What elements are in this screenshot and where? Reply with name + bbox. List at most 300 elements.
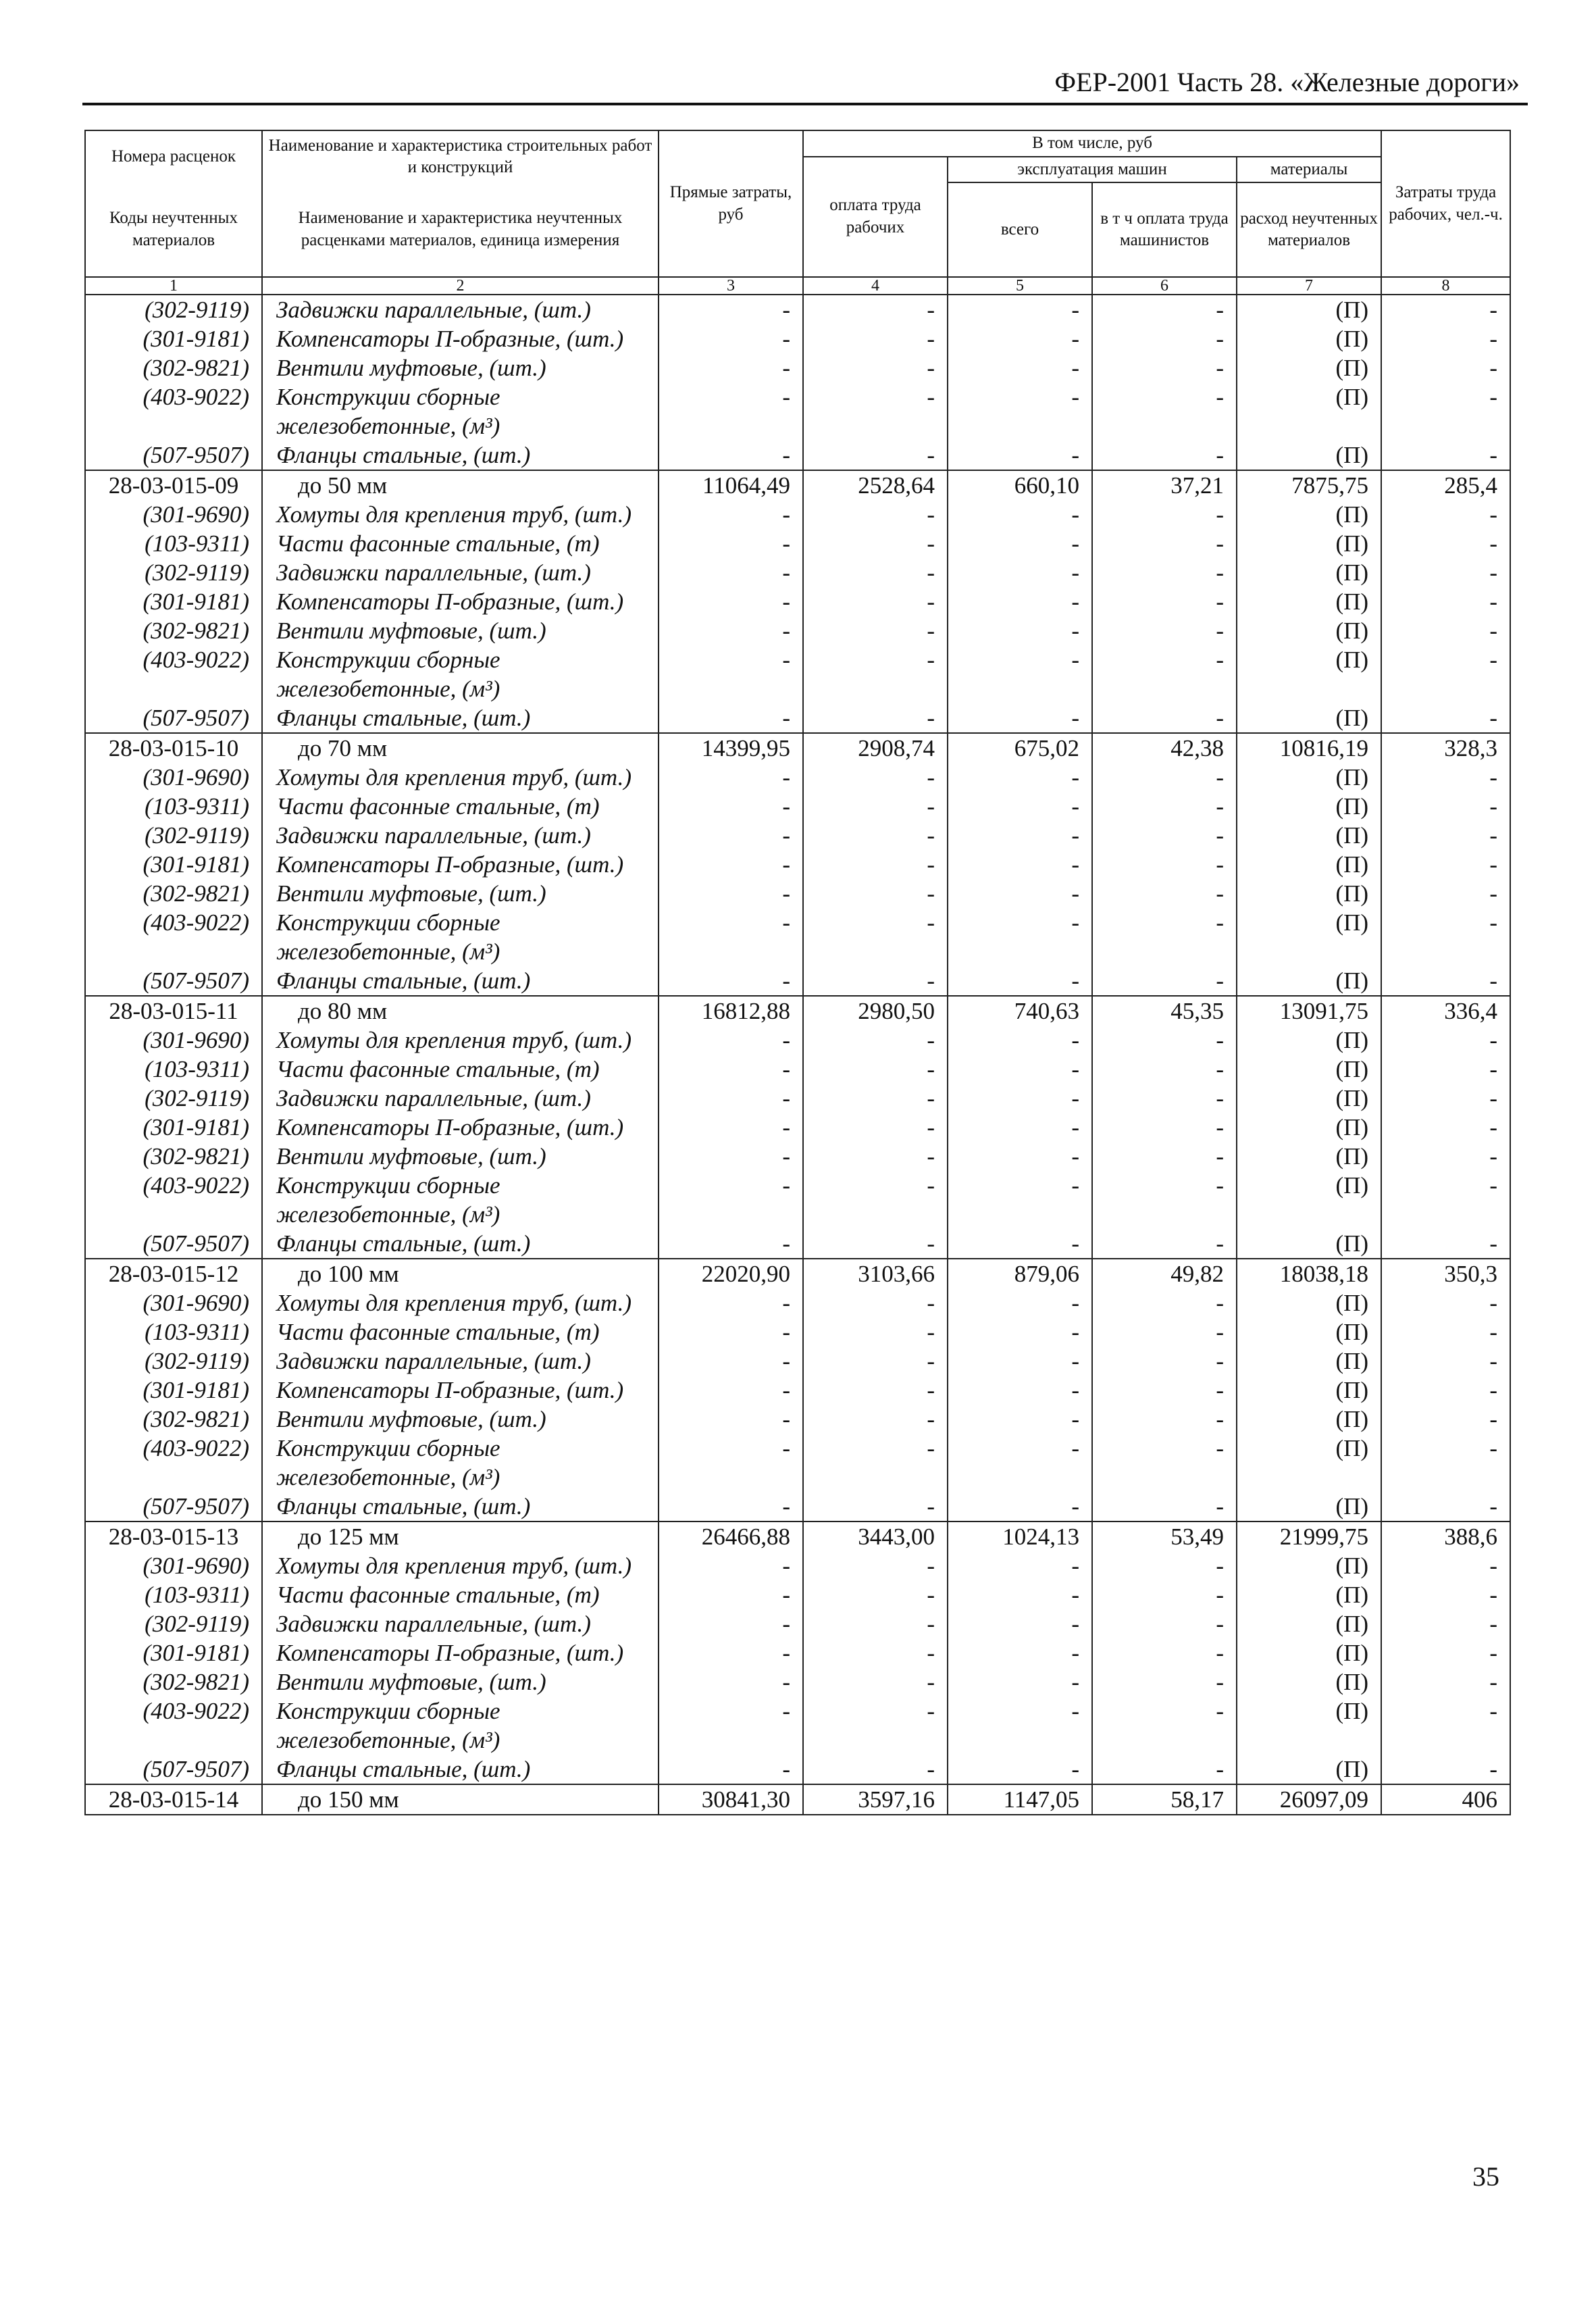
cell-machines-total: - (948, 1755, 1092, 1784)
cell-code: (302-9119) (85, 1609, 262, 1638)
material-row (85, 1084, 1510, 1113)
cell-labor-costs: 406 (1381, 1784, 1510, 1815)
material-row (85, 1347, 1510, 1376)
cell-direct-costs: - (659, 1755, 803, 1784)
table-body (85, 295, 1510, 1815)
cell-worker-pay: - (803, 1055, 948, 1084)
cell-name: до 50 мм (262, 470, 659, 500)
cell-machinist-pay: 58,17 (1092, 1784, 1237, 1815)
cell-materials: (П) (1237, 966, 1381, 996)
material-row (85, 966, 1510, 996)
rate-row (85, 1259, 1510, 1288)
cell-machines-total: - (948, 529, 1092, 558)
cell-materials: 26097,09 (1237, 1784, 1381, 1815)
cell-machinist-pay: - (1092, 1696, 1237, 1755)
cell-worker-pay: - (803, 353, 948, 382)
cell-direct-costs: - (659, 1405, 803, 1434)
cell-labor-costs: - (1381, 1288, 1510, 1317)
cell-materials: (П) (1237, 441, 1381, 470)
cell-materials: (П) (1237, 500, 1381, 529)
material-row (85, 1580, 1510, 1609)
cell-worker-pay: - (803, 1580, 948, 1609)
cell-name: до 150 мм (262, 1784, 659, 1815)
cell-direct-costs: - (659, 966, 803, 996)
cell-labor-costs: - (1381, 1551, 1510, 1580)
cell-materials: (П) (1237, 1113, 1381, 1142)
cell-direct-costs: 16812,88 (659, 996, 803, 1026)
cell-machines-total: 1147,05 (948, 1784, 1092, 1815)
cell-code: (301-9181) (85, 587, 262, 616)
cell-worker-pay: - (803, 792, 948, 821)
cell-code: (301-9181) (85, 850, 262, 879)
cell-machines-total: - (948, 703, 1092, 733)
cell-direct-costs: - (659, 1026, 803, 1055)
header-direct-costs: Прямые затраты, руб (659, 130, 803, 277)
cell-labor-costs: - (1381, 353, 1510, 382)
cell-materials: (П) (1237, 821, 1381, 850)
cell-worker-pay: - (803, 1434, 948, 1492)
material-row (85, 1317, 1510, 1347)
cell-materials: (П) (1237, 1434, 1381, 1492)
cell-name: Компенсаторы П-образные, (шт.) (262, 1638, 659, 1667)
cell-code: (301-9690) (85, 1026, 262, 1055)
material-row (85, 1026, 1510, 1055)
cell-worker-pay: - (803, 616, 948, 645)
cell-machines-total: - (948, 353, 1092, 382)
cell-worker-pay: - (803, 529, 948, 558)
cell-worker-pay: 3443,00 (803, 1521, 948, 1551)
cell-labor-costs: - (1381, 645, 1510, 703)
cell-machines-total: - (948, 1229, 1092, 1259)
cell-machinist-pay: - (1092, 1347, 1237, 1376)
cell-direct-costs: - (659, 1113, 803, 1142)
cell-worker-pay: 3103,66 (803, 1259, 948, 1288)
cell-labor-costs: - (1381, 1755, 1510, 1784)
column-numbers-row (85, 277, 1510, 295)
cell-labor-costs: - (1381, 792, 1510, 821)
cell-direct-costs: - (659, 1696, 803, 1755)
cell-machinist-pay: - (1092, 763, 1237, 792)
cell-direct-costs: - (659, 558, 803, 587)
cell-machines-total: - (948, 1084, 1092, 1113)
header-materials: материалы (1237, 157, 1381, 183)
cell-labor-costs: - (1381, 879, 1510, 908)
column-number: 8 (1381, 277, 1510, 295)
cell-name: Конструкции сборные железобетонные, (м³) (262, 1696, 659, 1755)
cell-worker-pay: - (803, 1142, 948, 1171)
cell-direct-costs: - (659, 1084, 803, 1113)
cell-worker-pay: 2980,50 (803, 996, 948, 1026)
cell-code: (403-9022) (85, 1171, 262, 1229)
cell-materials: (П) (1237, 558, 1381, 587)
cell-worker-pay: 3597,16 (803, 1784, 948, 1815)
cell-machinist-pay: - (1092, 1580, 1237, 1609)
cell-materials: (П) (1237, 1229, 1381, 1259)
cell-labor-costs: - (1381, 587, 1510, 616)
material-row (85, 587, 1510, 616)
material-row (85, 1376, 1510, 1405)
header-worker-pay: оплата труда рабочих (803, 157, 948, 278)
material-row (85, 558, 1510, 587)
cell-code: (103-9311) (85, 1055, 262, 1084)
cell-machines-total: - (948, 1376, 1092, 1405)
cell-direct-costs: - (659, 1288, 803, 1317)
cell-name: Части фасонные стальные, (т) (262, 529, 659, 558)
cell-labor-costs: - (1381, 616, 1510, 645)
cell-name: Хомуты для крепления труб, (шт.) (262, 763, 659, 792)
cell-labor-costs: - (1381, 763, 1510, 792)
material-row (85, 529, 1510, 558)
cell-machines-total: - (948, 1055, 1092, 1084)
header-material-names: Наименование и характеристика неучтенных расценками материалов, единица измерения (262, 182, 659, 277)
cell-machines-total: - (948, 1551, 1092, 1580)
cell-name: Части фасонные стальные, (т) (262, 1317, 659, 1347)
cell-labor-costs: - (1381, 1696, 1510, 1755)
cell-labor-costs: 328,3 (1381, 733, 1510, 763)
cell-machinist-pay: - (1092, 1434, 1237, 1492)
cell-machines-total: - (948, 1113, 1092, 1142)
cell-worker-pay: - (803, 382, 948, 441)
cell-machinist-pay: - (1092, 1609, 1237, 1638)
cell-code: 28-03-015-12 (85, 1259, 262, 1288)
cell-name: Задвижки параллельные, (шт.) (262, 558, 659, 587)
cell-materials: (П) (1237, 382, 1381, 441)
cell-name: Части фасонные стальные, (т) (262, 1580, 659, 1609)
cell-labor-costs: 285,4 (1381, 470, 1510, 500)
cell-code: (507-9507) (85, 1229, 262, 1259)
cell-materials: (П) (1237, 1142, 1381, 1171)
cell-materials: 13091,75 (1237, 996, 1381, 1026)
cell-name: Конструкции сборные железобетонные, (м³) (262, 908, 659, 966)
cell-direct-costs: - (659, 908, 803, 966)
cell-materials: (П) (1237, 1755, 1381, 1784)
cell-direct-costs: - (659, 1580, 803, 1609)
cell-name: Хомуты для крепления труб, (шт.) (262, 1288, 659, 1317)
cell-machines-total: - (948, 1492, 1092, 1521)
cell-labor-costs: 350,3 (1381, 1259, 1510, 1288)
material-row (85, 1142, 1510, 1171)
material-row (85, 1434, 1510, 1492)
cell-labor-costs: - (1381, 500, 1510, 529)
cell-code: (302-9119) (85, 295, 262, 324)
material-row (85, 1229, 1510, 1259)
material-row (85, 645, 1510, 703)
cell-machinist-pay: 53,49 (1092, 1521, 1237, 1551)
cell-machines-total: - (948, 850, 1092, 879)
cell-materials: 18038,18 (1237, 1259, 1381, 1288)
cell-direct-costs: - (659, 353, 803, 382)
material-row (85, 1055, 1510, 1084)
column-number: 2 (262, 277, 659, 295)
cell-code: (403-9022) (85, 645, 262, 703)
cell-direct-costs: - (659, 441, 803, 470)
cell-code: 28-03-015-13 (85, 1521, 262, 1551)
cell-machinist-pay: - (1092, 821, 1237, 850)
cell-direct-costs: - (659, 1551, 803, 1580)
material-row (85, 1667, 1510, 1696)
cell-materials: (П) (1237, 324, 1381, 353)
cell-name: Вентили муфтовые, (шт.) (262, 879, 659, 908)
cell-machinist-pay: - (1092, 1113, 1237, 1142)
cell-name: Фланцы стальные, (шт.) (262, 703, 659, 733)
cell-code: (403-9022) (85, 1696, 262, 1755)
cell-code: (403-9022) (85, 1434, 262, 1492)
cell-name: до 80 мм (262, 996, 659, 1026)
cell-worker-pay: - (803, 587, 948, 616)
cell-machines-total: - (948, 382, 1092, 441)
cell-materials: (П) (1237, 1026, 1381, 1055)
cell-labor-costs: - (1381, 1609, 1510, 1638)
cell-machinist-pay: - (1092, 529, 1237, 558)
cell-machinist-pay: - (1092, 1171, 1237, 1229)
cell-machinist-pay: - (1092, 703, 1237, 733)
cell-materials: (П) (1237, 1580, 1381, 1609)
cell-machinist-pay: - (1092, 1142, 1237, 1171)
cell-worker-pay: - (803, 1347, 948, 1376)
cell-worker-pay: - (803, 558, 948, 587)
cell-direct-costs: - (659, 1609, 803, 1638)
rate-row (85, 1521, 1510, 1551)
material-row (85, 1405, 1510, 1434)
cell-labor-costs: - (1381, 1405, 1510, 1434)
cell-name: Фланцы стальные, (шт.) (262, 1229, 659, 1259)
material-row (85, 879, 1510, 908)
cell-machinist-pay: - (1092, 966, 1237, 996)
cell-labor-costs: - (1381, 1113, 1510, 1142)
cell-materials: (П) (1237, 1347, 1381, 1376)
material-row (85, 441, 1510, 470)
cell-worker-pay: - (803, 1755, 948, 1784)
cell-labor-costs: - (1381, 1084, 1510, 1113)
cell-materials: (П) (1237, 1171, 1381, 1229)
material-row (85, 908, 1510, 966)
cell-worker-pay: - (803, 1084, 948, 1113)
cell-materials: (П) (1237, 353, 1381, 382)
cell-machines-total: - (948, 821, 1092, 850)
cell-worker-pay: - (803, 1551, 948, 1580)
cell-materials: (П) (1237, 1696, 1381, 1755)
cell-materials: (П) (1237, 616, 1381, 645)
cell-direct-costs: - (659, 703, 803, 733)
cell-direct-costs: - (659, 850, 803, 879)
cell-code: (507-9507) (85, 1492, 262, 1521)
cell-machinist-pay: - (1092, 1229, 1237, 1259)
column-number: 5 (948, 277, 1092, 295)
cell-code: (301-9690) (85, 1551, 262, 1580)
cell-direct-costs: 14399,95 (659, 733, 803, 763)
cell-code: (507-9507) (85, 441, 262, 470)
cell-labor-costs: - (1381, 1376, 1510, 1405)
cell-worker-pay: - (803, 850, 948, 879)
cell-machinist-pay: - (1092, 645, 1237, 703)
cell-name: Вентили муфтовые, (шт.) (262, 1667, 659, 1696)
cell-code: 28-03-015-10 (85, 733, 262, 763)
cell-direct-costs: - (659, 1638, 803, 1667)
cell-code: (301-9181) (85, 1638, 262, 1667)
cell-name: Компенсаторы П-образные, (шт.) (262, 324, 659, 353)
cell-machinist-pay: - (1092, 441, 1237, 470)
cell-machines-total: - (948, 1317, 1092, 1347)
material-row (85, 703, 1510, 733)
cell-labor-costs: - (1381, 1171, 1510, 1229)
cell-code: (403-9022) (85, 908, 262, 966)
cell-worker-pay: 2528,64 (803, 470, 948, 500)
cell-machines-total: - (948, 500, 1092, 529)
cell-worker-pay: - (803, 1609, 948, 1638)
cell-materials: (П) (1237, 1405, 1381, 1434)
cell-materials: (П) (1237, 763, 1381, 792)
cell-direct-costs: 26466,88 (659, 1521, 803, 1551)
cell-machines-total: - (948, 1026, 1092, 1055)
cell-materials: 10816,19 (1237, 733, 1381, 763)
header-rate-numbers: Номера расценок (85, 130, 262, 182)
cell-machinist-pay: 42,38 (1092, 733, 1237, 763)
cell-worker-pay: - (803, 703, 948, 733)
cell-machines-total: - (948, 763, 1092, 792)
cell-worker-pay: - (803, 1026, 948, 1055)
cell-name: Конструкции сборные железобетонные, (м³) (262, 382, 659, 441)
cell-labor-costs: - (1381, 1492, 1510, 1521)
cell-machinist-pay: - (1092, 1638, 1237, 1667)
cell-labor-costs: - (1381, 529, 1510, 558)
cell-machines-total: - (948, 1609, 1092, 1638)
cell-machines-total: - (948, 1696, 1092, 1755)
cell-machines-total: 1024,13 (948, 1521, 1092, 1551)
cell-worker-pay: - (803, 500, 948, 529)
cell-name: Задвижки параллельные, (шт.) (262, 1084, 659, 1113)
cell-machinist-pay: - (1092, 1667, 1237, 1696)
cell-direct-costs: - (659, 1434, 803, 1492)
cell-materials: (П) (1237, 1551, 1381, 1580)
cell-direct-costs: - (659, 821, 803, 850)
column-number: 3 (659, 277, 803, 295)
cell-code: (302-9119) (85, 821, 262, 850)
cell-machines-total: - (948, 1405, 1092, 1434)
cell-labor-costs: - (1381, 558, 1510, 587)
cell-direct-costs: - (659, 1347, 803, 1376)
cell-direct-costs: - (659, 529, 803, 558)
material-row (85, 1492, 1510, 1521)
cell-labor-costs: - (1381, 1229, 1510, 1259)
material-row (85, 1171, 1510, 1229)
header-material-codes: Коды неучтенных материалов (85, 182, 262, 277)
cell-materials: (П) (1237, 1055, 1381, 1084)
cell-materials: 21999,75 (1237, 1521, 1381, 1551)
material-row (85, 1551, 1510, 1580)
cell-machines-total: - (948, 645, 1092, 703)
cell-name: Компенсаторы П-образные, (шт.) (262, 1376, 659, 1405)
header-labor-costs: Затраты труда рабочих, чел.-ч. (1381, 130, 1510, 277)
material-row (85, 1755, 1510, 1784)
cell-direct-costs: - (659, 1055, 803, 1084)
cell-machinist-pay: - (1092, 324, 1237, 353)
rate-row (85, 996, 1510, 1026)
rates-table (84, 130, 1511, 1815)
cell-machines-total: - (948, 966, 1092, 996)
cell-worker-pay: - (803, 1317, 948, 1347)
cell-machinist-pay: - (1092, 1317, 1237, 1347)
cell-materials: (П) (1237, 1638, 1381, 1667)
material-row (85, 763, 1510, 792)
material-row (85, 295, 1510, 324)
cell-name: Вентили муфтовые, (шт.) (262, 616, 659, 645)
cell-machines-total: - (948, 1347, 1092, 1376)
cell-code: (301-9690) (85, 763, 262, 792)
cell-machines-total: - (948, 616, 1092, 645)
cell-worker-pay: - (803, 821, 948, 850)
cell-materials: (П) (1237, 587, 1381, 616)
cell-direct-costs: - (659, 1142, 803, 1171)
cell-worker-pay: - (803, 645, 948, 703)
cell-code: (103-9311) (85, 529, 262, 558)
cell-code: (301-9181) (85, 324, 262, 353)
page-number: 35 (1472, 2161, 1499, 2192)
cell-name: Задвижки параллельные, (шт.) (262, 1609, 659, 1638)
rate-row (85, 470, 1510, 500)
material-row (85, 616, 1510, 645)
cell-materials: (П) (1237, 703, 1381, 733)
cell-worker-pay: - (803, 879, 948, 908)
cell-name: Части фасонные стальные, (т) (262, 792, 659, 821)
cell-code: (103-9311) (85, 792, 262, 821)
material-row (85, 353, 1510, 382)
cell-machines-total: 660,10 (948, 470, 1092, 500)
cell-labor-costs: - (1381, 295, 1510, 324)
cell-machines-total: - (948, 1434, 1092, 1492)
cell-labor-costs: - (1381, 1667, 1510, 1696)
cell-name: Задвижки параллельные, (шт.) (262, 295, 659, 324)
cell-machinist-pay: - (1092, 1755, 1237, 1784)
material-row (85, 500, 1510, 529)
cell-machinist-pay: - (1092, 850, 1237, 879)
cell-materials: (П) (1237, 295, 1381, 324)
cell-machinist-pay: 37,21 (1092, 470, 1237, 500)
cell-name: Хомуты для крепления труб, (шт.) (262, 1026, 659, 1055)
cell-direct-costs: - (659, 763, 803, 792)
column-number: 4 (803, 277, 948, 295)
header-including: В том числе, руб (803, 130, 1381, 157)
column-number: 7 (1237, 277, 1381, 295)
cell-direct-costs: - (659, 1229, 803, 1259)
cell-direct-costs: - (659, 879, 803, 908)
cell-labor-costs: - (1381, 821, 1510, 850)
cell-labor-costs: - (1381, 908, 1510, 966)
material-row (85, 792, 1510, 821)
rate-row (85, 733, 1510, 763)
cell-machinist-pay: - (1092, 1551, 1237, 1580)
cell-direct-costs: - (659, 1667, 803, 1696)
cell-direct-costs: - (659, 1376, 803, 1405)
cell-machinist-pay: - (1092, 1405, 1237, 1434)
cell-materials: 7875,75 (1237, 470, 1381, 500)
cell-labor-costs: - (1381, 703, 1510, 733)
cell-direct-costs: - (659, 324, 803, 353)
cell-materials: (П) (1237, 529, 1381, 558)
cell-name: Фланцы стальные, (шт.) (262, 1492, 659, 1521)
cell-worker-pay: - (803, 295, 948, 324)
cell-worker-pay: - (803, 441, 948, 470)
material-row (85, 821, 1510, 850)
cell-machinist-pay: - (1092, 1026, 1237, 1055)
cell-materials: (П) (1237, 908, 1381, 966)
cell-worker-pay: - (803, 1113, 948, 1142)
cell-machines-total: - (948, 1580, 1092, 1609)
cell-machines-total: - (948, 1667, 1092, 1696)
cell-labor-costs: - (1381, 324, 1510, 353)
cell-code: (301-9690) (85, 1288, 262, 1317)
cell-direct-costs: - (659, 295, 803, 324)
cell-name: Вентили муфтовые, (шт.) (262, 1142, 659, 1171)
